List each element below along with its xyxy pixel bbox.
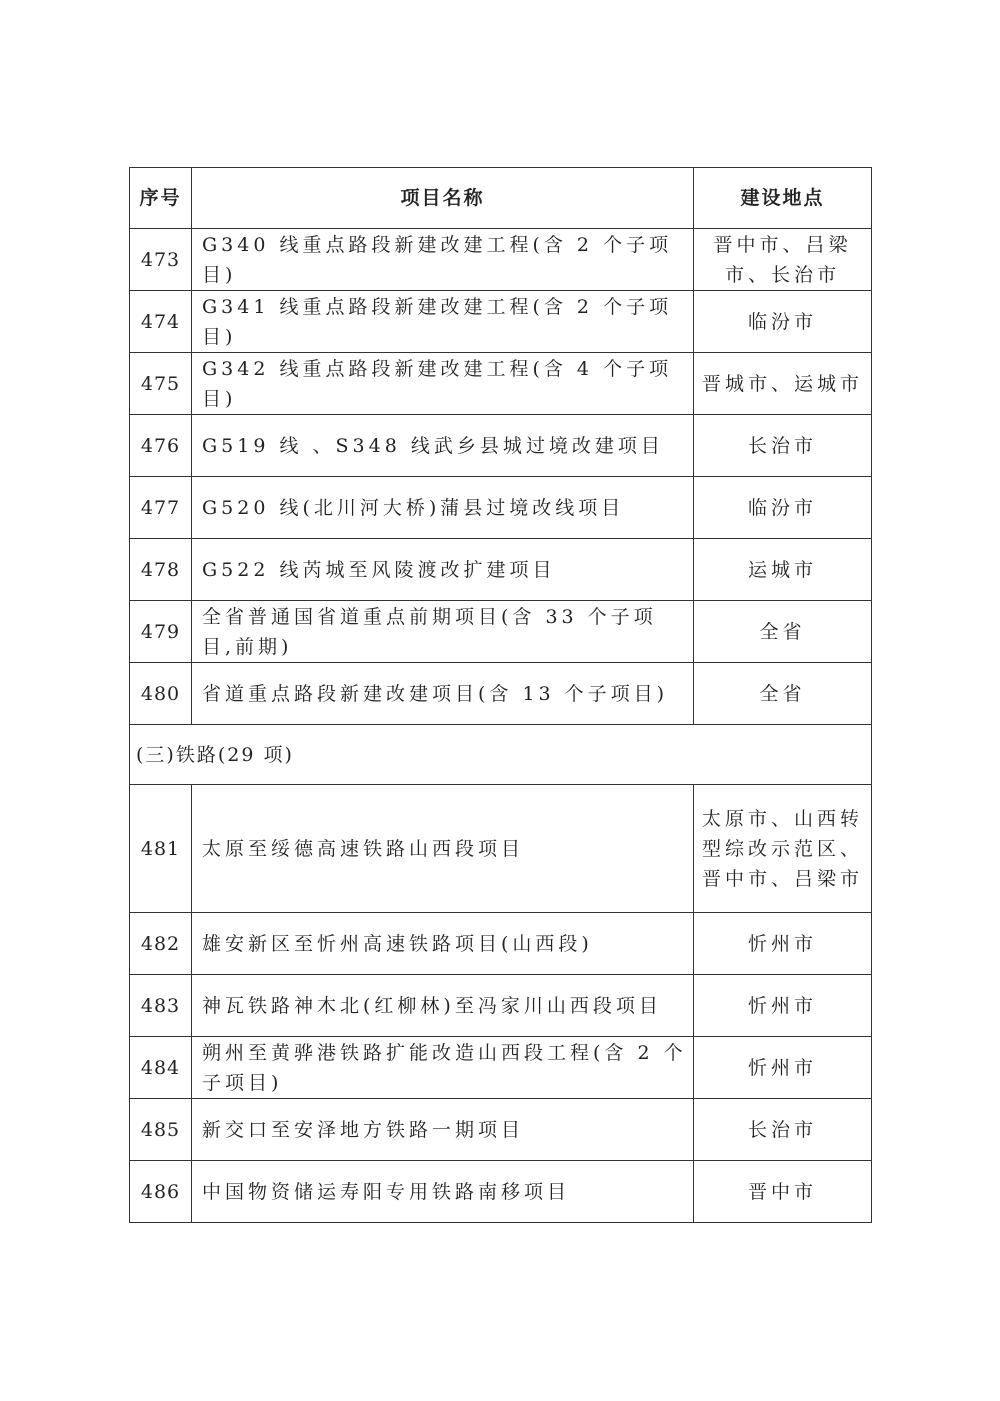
row-name: G340 线重点路段新建改建工程(含 2 个子项目): [192, 229, 694, 291]
header-location: 建设地点: [694, 168, 872, 229]
table-row: [130, 663, 872, 725]
table-row: [130, 913, 872, 975]
header-no: 序号: [130, 168, 192, 229]
row-location: 长治市: [694, 415, 872, 477]
row-no: 482: [130, 913, 192, 975]
row-location: 全省: [694, 663, 872, 725]
row-name: 太原至绥德高速铁路山西段项目: [192, 785, 694, 913]
row-name: 中国物资储运寿阳专用铁路南移项目: [192, 1161, 694, 1223]
row-no: 481: [130, 785, 192, 913]
table-row: [130, 975, 872, 1037]
table-row: [130, 1099, 872, 1161]
row-location: 忻州市: [694, 913, 872, 975]
section-row: [130, 725, 872, 785]
row-no: 484: [130, 1037, 192, 1099]
row-location: 临汾市: [694, 477, 872, 539]
row-no: 480: [130, 663, 192, 725]
row-location: 晋中市: [694, 1161, 872, 1223]
projects-table: [129, 167, 872, 1223]
row-no: 479: [130, 601, 192, 663]
row-location: 长治市: [694, 1099, 872, 1161]
table-row: [130, 785, 872, 913]
row-name: G522 线芮城至风陵渡改扩建项目: [192, 539, 694, 601]
row-no: 485: [130, 1099, 192, 1161]
row-name: 朔州至黄骅港铁路扩能改造山西段工程(含 2 个子项目): [192, 1037, 694, 1099]
row-no: 474: [130, 291, 192, 353]
table-row: [130, 601, 872, 663]
row-no: 478: [130, 539, 192, 601]
row-location: 忻州市: [694, 975, 872, 1037]
table-row: [130, 1037, 872, 1099]
table-row: [130, 539, 872, 601]
row-location: 忻州市: [694, 1037, 872, 1099]
row-name: G520 线(北川河大桥)蒲县过境改线项目: [192, 477, 694, 539]
table-row: [130, 229, 872, 291]
row-location: 太原市、山西转型综改示范区、晋中市、吕梁市: [694, 785, 872, 913]
table-row: [130, 1161, 872, 1223]
row-location: 晋城市、运城市: [694, 353, 872, 415]
row-name: 神瓦铁路神木北(红柳林)至冯家川山西段项目: [192, 975, 694, 1037]
row-no: 477: [130, 477, 192, 539]
row-location: 临汾市: [694, 291, 872, 353]
table-row: [130, 477, 872, 539]
section-heading: (三)铁路(29 项): [130, 725, 872, 785]
row-name: 雄安新区至忻州高速铁路项目(山西段): [192, 913, 694, 975]
table-row: [130, 291, 872, 353]
row-no: 475: [130, 353, 192, 415]
row-location: 运城市: [694, 539, 872, 601]
header-name: 项目名称: [192, 168, 694, 229]
row-no: 483: [130, 975, 192, 1037]
row-no: 473: [130, 229, 192, 291]
row-name: G342 线重点路段新建改建工程(含 4 个子项目): [192, 353, 694, 415]
header-row: [130, 168, 872, 229]
row-name: 全省普通国省道重点前期项目(含 33 个子项目,前期): [192, 601, 694, 663]
row-name: 新交口至安泽地方铁路一期项目: [192, 1099, 694, 1161]
row-no: 486: [130, 1161, 192, 1223]
row-name: 省道重点路段新建改建项目(含 13 个子项目): [192, 663, 694, 725]
row-location: 全省: [694, 601, 872, 663]
table-row: [130, 415, 872, 477]
row-name: G341 线重点路段新建改建工程(含 2 个子项目): [192, 291, 694, 353]
row-no: 476: [130, 415, 192, 477]
row-location: 晋中市、吕梁市、长治市: [694, 229, 872, 291]
row-name: G519 线 、S348 线武乡县城过境改建项目: [192, 415, 694, 477]
table-row: [130, 353, 872, 415]
